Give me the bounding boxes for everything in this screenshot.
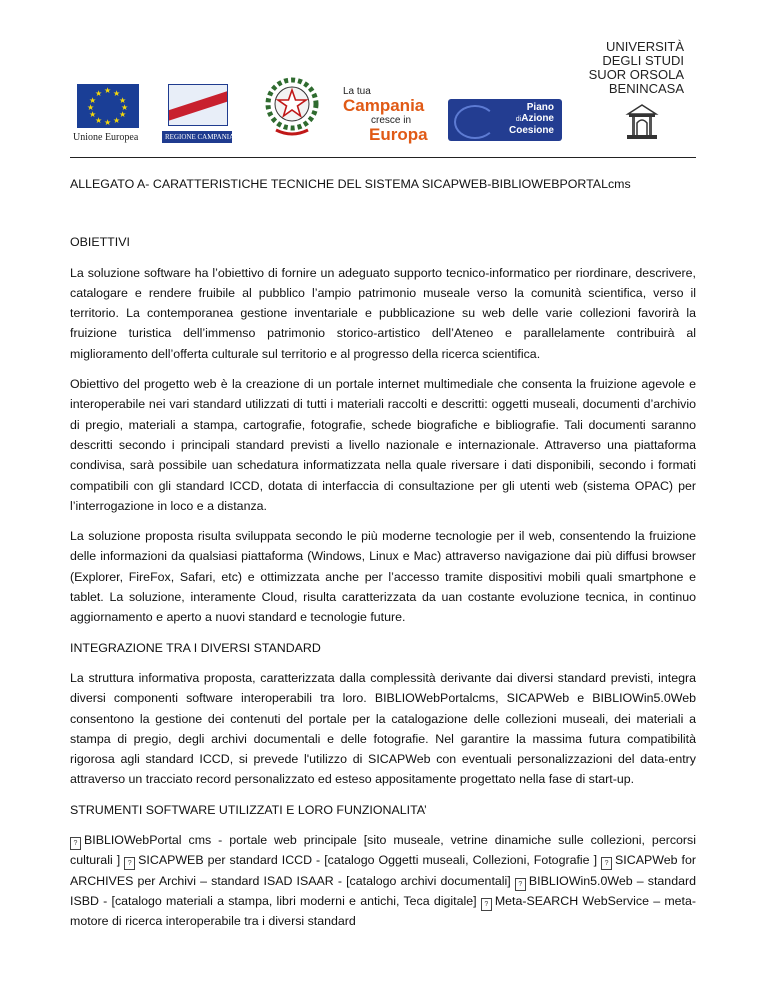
piano-azione-coesione-logo (448, 99, 562, 141)
pac-line1: Piano (526, 102, 554, 113)
document-body (70, 174, 696, 932)
eu-label: Unione Europea (73, 132, 139, 143)
paragraph-1: La soluzione software ha l’obiettivo di fornire un adeguato supporto tecnico-informatico per riordinare, descrivere, catalogare e rendere fruibile al pubblico l’ampio patrimonio museale verso la comunità scientifica, verso il territorio. La contemporanea gestione inventariale e pubblicazione su web delle varie collezioni favorirà la fruizione turistica dell’immenso patrimonio storico-artistico dell’Ateneo e parallelamente contribuirà al miglioramento dell’offerta culturale sul territorio e al progresso della ricerca scientifica. (70, 265, 696, 361)
bullet-icon: ? (70, 837, 81, 850)
eu-logo (73, 84, 143, 143)
regione-campania-logo (162, 84, 235, 143)
tool-item: SICAPWEB per standard ICCD - [catalogo Oggetti museali, Collezioni, Fotografie ] (138, 853, 598, 868)
bullet-icon: ? (601, 857, 612, 870)
ptc-line3: cresce in (371, 115, 412, 126)
bullet-icon: ? (124, 857, 135, 870)
bullet-icon: ? (481, 898, 492, 911)
tool-item: Meta-SEARCH WebService – meta-motore di ricerca interoperabile tra i diversi standard (70, 893, 696, 929)
tool-item: BIBLIOWebPortal cms - portale web principale [sito museale, vetrine dinamiche sulle collezioni, percorsi culturali ] (70, 833, 696, 868)
uni-line4: BENINCASA (608, 81, 684, 96)
tool-item: SICAPWeb for ARCHIVES per Archivi – standard ISAD ISAAR - [catalogo archivi documentali] (70, 853, 696, 888)
tool-item: BIBLIOWin5.0Web – standard ISBD - [catalogo materiali a stampa, libri moderni e antichi, Teca digitale] (70, 873, 697, 908)
university-logo (574, 40, 694, 96)
campania-shield-icon (168, 84, 228, 126)
eu-flag-icon: ★ ★ ★ ★ ★ ★ ★ ★ ★ ★ ★ ★ (77, 84, 139, 128)
uni-line3: SUOR ORSOLA (588, 67, 684, 82)
paragraph-2: Obiettivo del progetto web è la creazione di un portale internet multimediale che consenta la fruizione agevole e interoperabile nei vari standard utilizzati di tutti i materiali raccolti e descritti: oggetti museali, documenti d’archivio di pregio, materiali a stampa, cartografie, fotografie, schede biografiche e bibliografie. Tali documenti saranno descritti secondo i principali standard previsti a livello nazionale e internazionale. Attraverso una piattaforma condivisa, sarà possibile uan schedatura informatizzata nella quale riversare i dati disponibili, secondo i formati compatibili con gli standard ICCD, dotata di interfaccia di consultazione per gli utenti web (sistema OPAC) per l’interrogazione in loco e a distanza. (70, 377, 696, 513)
ptc-line4: Europa (369, 125, 428, 144)
ptc-line2: Campania (343, 96, 425, 115)
pac-line2: di (515, 116, 522, 123)
paragraph-3: La soluzione proposta risulta sviluppata secondo le più moderne tecnologie per il web, consentendo la fruizione delle informazioni da qualsiasi piattaforma (Windows, Linux e Mac) attraverso navigazione dai più diffusi browser (Explorer, FireFox, Safari, etc) e ottimizzata anche per l’accesso tramite dispositivi mobili quali smartphone e tablet. La soluzione, interamente Cloud, risulta caratterizzata da uan costante evoluzione tecnica, in continuo aggiornamento e aperto a nuovi standard e tecnologie future. (70, 529, 696, 625)
bullet-icon: ? (515, 878, 526, 891)
document-title: ALLEGATO A- CARATTERISTICHE TECNICHE DEL SISTEMA SICAPWEB-BIBLIOWEBPORTALcms (70, 177, 631, 191)
tools-list (70, 830, 696, 931)
pac-line3: Azione (521, 113, 554, 124)
university-building-icon (624, 102, 660, 142)
logo-bar (0, 0, 768, 160)
section-heading-obiettivi: OBIETTIVI (70, 235, 130, 250)
section-heading-strumenti: STRUMENTI SOFTWARE UTILIZZATI E LORO FUNZIONALITA’ (70, 802, 427, 817)
header-divider (70, 157, 696, 158)
pac-swirl-icon (454, 105, 496, 139)
la-tua-campania-logo (343, 86, 433, 144)
pac-line4: Coesione (508, 125, 554, 136)
uni-line1: UNIVERSITÀ (605, 39, 684, 54)
uni-line2: DEGLI STUDI (602, 53, 684, 68)
campania-label: REGIONE CAMPANIA (162, 131, 232, 143)
italian-republic-emblem-icon (262, 74, 322, 140)
paragraph-4: La struttura informativa proposta, caratterizzata dalla complessità derivante dai diversi standard previsti, integra diversi componenti software interoperabili tra loro. BIBLIOWebPortalcms, SICAPWeb e BIBLIOWin5.0Web consentono la gestione dei contenuti del portale per la catalogazione delle collezioni museali, dei materiali a stampa di pregio, degli archivi documentali e delle fotografie. Nel garantire la massima futura compatibilità rigorosa agli standard ICCD, si prevede l'utilizzo di SICAPWeb con eventuali personalizzazioni del data-entry attraverso un tracciato record personalizzato ed esteso appositamente progettato nella fase di start-up. (70, 670, 696, 787)
ptc-line1: La tua (343, 86, 371, 97)
section-heading-integrazione: INTEGRAZIONE TRA I DIVERSI STANDARD (70, 640, 321, 655)
